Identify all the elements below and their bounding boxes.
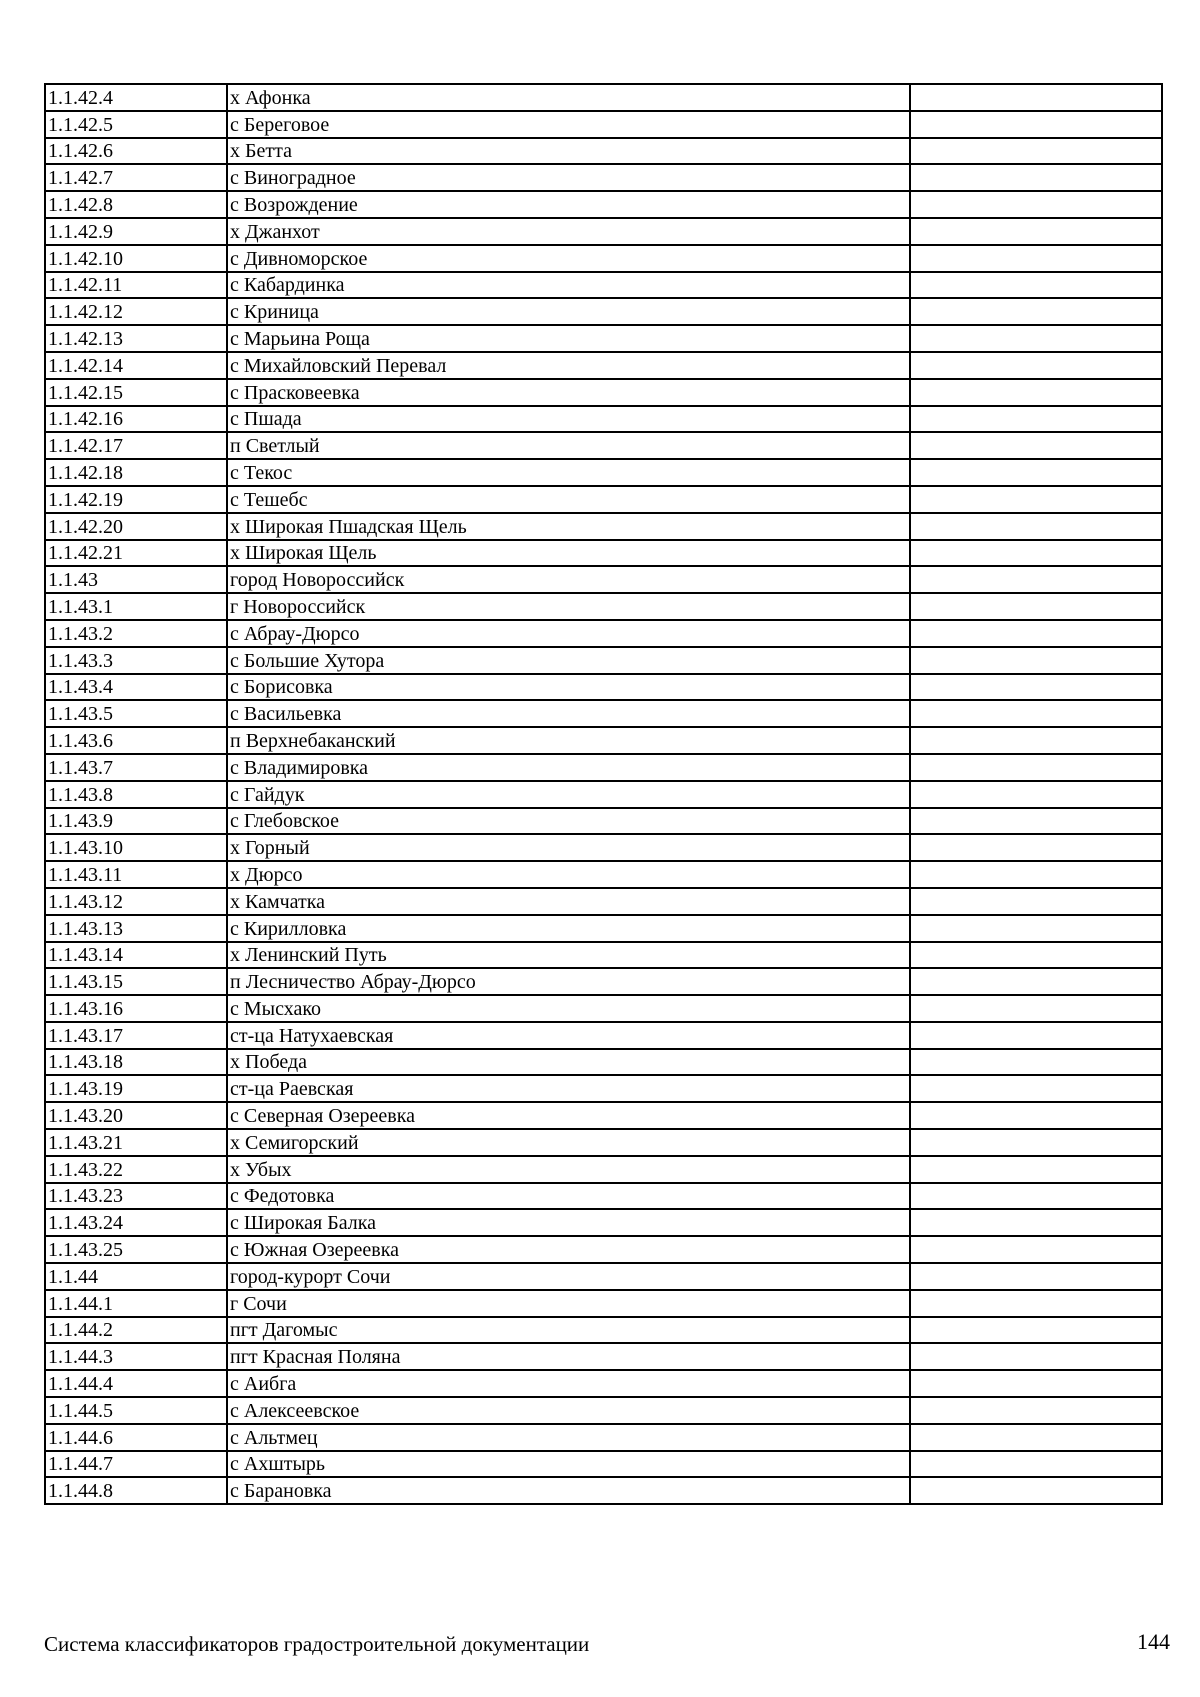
extra-cell bbox=[910, 1290, 1162, 1317]
code-cell: 1.1.43.4 bbox=[45, 674, 227, 701]
code-cell: 1.1.43.12 bbox=[45, 888, 227, 915]
page-number: 144 bbox=[1137, 1629, 1170, 1654]
code-cell: 1.1.43.19 bbox=[45, 1075, 227, 1102]
table-row bbox=[45, 861, 1162, 888]
extra-cell bbox=[910, 138, 1162, 165]
name-cell: город Новороссийск bbox=[227, 566, 910, 593]
extra-cell bbox=[910, 1343, 1162, 1370]
code-cell: 1.1.42.13 bbox=[45, 325, 227, 352]
name-cell: с Виноградное bbox=[227, 164, 910, 191]
table-row bbox=[45, 459, 1162, 486]
extra-cell bbox=[910, 1451, 1162, 1478]
code-cell: 1.1.43.3 bbox=[45, 647, 227, 674]
extra-cell bbox=[910, 995, 1162, 1022]
name-cell: с Глебовское bbox=[227, 808, 910, 835]
table-row bbox=[45, 1424, 1162, 1451]
table-row bbox=[45, 727, 1162, 754]
extra-cell bbox=[910, 1075, 1162, 1102]
name-cell: с Дивноморское bbox=[227, 245, 910, 272]
extra-cell bbox=[910, 674, 1162, 701]
name-cell: х Ленинский Путь bbox=[227, 942, 910, 969]
code-cell: 1.1.43.5 bbox=[45, 700, 227, 727]
name-cell: с Гайдук bbox=[227, 781, 910, 808]
name-cell: с Кабардинка bbox=[227, 272, 910, 299]
code-cell: 1.1.42.21 bbox=[45, 540, 227, 567]
name-cell: с Мысхако bbox=[227, 995, 910, 1022]
table-row bbox=[45, 513, 1162, 540]
code-cell: 1.1.42.9 bbox=[45, 218, 227, 245]
code-cell: 1.1.44.6 bbox=[45, 1424, 227, 1451]
code-cell: 1.1.44.5 bbox=[45, 1397, 227, 1424]
name-cell: с Широкая Балка bbox=[227, 1209, 910, 1236]
name-cell: г Сочи bbox=[227, 1290, 910, 1317]
code-cell: 1.1.42.6 bbox=[45, 138, 227, 165]
code-cell: 1.1.43.21 bbox=[45, 1129, 227, 1156]
table-row bbox=[45, 164, 1162, 191]
name-cell: х Широкая Пшадская Щель bbox=[227, 513, 910, 540]
code-cell: 1.1.43.10 bbox=[45, 834, 227, 861]
table-row bbox=[45, 566, 1162, 593]
code-cell: 1.1.44.2 bbox=[45, 1317, 227, 1344]
name-cell: ст-ца Раевская bbox=[227, 1075, 910, 1102]
code-cell: 1.1.42.17 bbox=[45, 432, 227, 459]
name-cell: с Абрау-Дюрсо bbox=[227, 620, 910, 647]
extra-cell bbox=[910, 1397, 1162, 1424]
table-row bbox=[45, 325, 1162, 352]
extra-cell bbox=[910, 432, 1162, 459]
code-cell: 1.1.43.6 bbox=[45, 727, 227, 754]
name-cell: с Северная Озереевка bbox=[227, 1102, 910, 1129]
name-cell: с Большие Хутора bbox=[227, 647, 910, 674]
extra-cell bbox=[910, 888, 1162, 915]
name-cell: с Марьина Роща bbox=[227, 325, 910, 352]
extra-cell bbox=[910, 84, 1162, 111]
code-cell: 1.1.42.20 bbox=[45, 513, 227, 540]
name-cell: пгт Дагомыс bbox=[227, 1317, 910, 1344]
extra-cell bbox=[910, 1477, 1162, 1504]
extra-cell bbox=[910, 111, 1162, 138]
table-row bbox=[45, 620, 1162, 647]
table-row bbox=[45, 406, 1162, 433]
code-cell: 1.1.43.11 bbox=[45, 861, 227, 888]
name-cell: х Джанхот bbox=[227, 218, 910, 245]
table-row bbox=[45, 1129, 1162, 1156]
extra-cell bbox=[910, 593, 1162, 620]
extra-cell bbox=[910, 781, 1162, 808]
table-row bbox=[45, 245, 1162, 272]
code-cell: 1.1.44.7 bbox=[45, 1451, 227, 1478]
table-row bbox=[45, 647, 1162, 674]
extra-cell bbox=[910, 566, 1162, 593]
table-row bbox=[45, 1075, 1162, 1102]
code-cell: 1.1.43.25 bbox=[45, 1236, 227, 1263]
name-cell: х Афонка bbox=[227, 84, 910, 111]
extra-cell bbox=[910, 1209, 1162, 1236]
name-cell: с Тешебс bbox=[227, 486, 910, 513]
name-cell: с Михайловский Перевал bbox=[227, 352, 910, 379]
table-row bbox=[45, 888, 1162, 915]
extra-cell bbox=[910, 1424, 1162, 1451]
code-cell: 1.1.42.11 bbox=[45, 272, 227, 299]
code-cell: 1.1.43.7 bbox=[45, 754, 227, 781]
table-row bbox=[45, 138, 1162, 165]
table-row bbox=[45, 1290, 1162, 1317]
name-cell: п Светлый bbox=[227, 432, 910, 459]
table-row bbox=[45, 272, 1162, 299]
table-row bbox=[45, 191, 1162, 218]
name-cell: с Аибга bbox=[227, 1370, 910, 1397]
extra-cell bbox=[910, 1049, 1162, 1076]
table-row bbox=[45, 808, 1162, 835]
footer-document-title: Система классификаторов градостроительной документации bbox=[44, 1632, 590, 1656]
name-cell: х Горный bbox=[227, 834, 910, 861]
table-row bbox=[45, 968, 1162, 995]
extra-cell bbox=[910, 834, 1162, 861]
code-cell: 1.1.43.1 bbox=[45, 593, 227, 620]
name-cell: х Семигорский bbox=[227, 1129, 910, 1156]
code-cell: 1.1.43.15 bbox=[45, 968, 227, 995]
name-cell: с Ахштырь bbox=[227, 1451, 910, 1478]
name-cell: х Широкая Щель bbox=[227, 540, 910, 567]
extra-cell bbox=[910, 861, 1162, 888]
code-cell: 1.1.43.20 bbox=[45, 1102, 227, 1129]
name-cell: с Васильевка bbox=[227, 700, 910, 727]
extra-cell bbox=[910, 272, 1162, 299]
table-row bbox=[45, 1397, 1162, 1424]
extra-cell bbox=[910, 325, 1162, 352]
table-row bbox=[45, 674, 1162, 701]
extra-cell bbox=[910, 1236, 1162, 1263]
name-cell: с Прасковеевка bbox=[227, 379, 910, 406]
name-cell: с Альтмец bbox=[227, 1424, 910, 1451]
name-cell: п Верхнебаканский bbox=[227, 727, 910, 754]
code-cell: 1.1.44 bbox=[45, 1263, 227, 1290]
code-cell: 1.1.42.18 bbox=[45, 459, 227, 486]
name-cell: х Дюрсо bbox=[227, 861, 910, 888]
code-cell: 1.1.42.12 bbox=[45, 298, 227, 325]
table-row bbox=[45, 1343, 1162, 1370]
extra-cell bbox=[910, 379, 1162, 406]
name-cell: с Борисовка bbox=[227, 674, 910, 701]
code-cell: 1.1.43.9 bbox=[45, 808, 227, 835]
name-cell: с Барановка bbox=[227, 1477, 910, 1504]
extra-cell bbox=[910, 1183, 1162, 1210]
table-row bbox=[45, 700, 1162, 727]
name-cell: п Лесничество Абрау-Дюрсо bbox=[227, 968, 910, 995]
extra-cell bbox=[910, 915, 1162, 942]
extra-cell bbox=[910, 540, 1162, 567]
table-row bbox=[45, 486, 1162, 513]
code-cell: 1.1.42.5 bbox=[45, 111, 227, 138]
table-row bbox=[45, 540, 1162, 567]
extra-cell bbox=[910, 1317, 1162, 1344]
extra-cell bbox=[910, 1263, 1162, 1290]
code-cell: 1.1.44.8 bbox=[45, 1477, 227, 1504]
extra-cell bbox=[910, 1129, 1162, 1156]
extra-cell bbox=[910, 727, 1162, 754]
extra-cell bbox=[910, 808, 1162, 835]
code-cell: 1.1.42.15 bbox=[45, 379, 227, 406]
table-row bbox=[45, 1049, 1162, 1076]
code-cell: 1.1.42.7 bbox=[45, 164, 227, 191]
extra-cell bbox=[910, 1370, 1162, 1397]
extra-cell bbox=[910, 1156, 1162, 1183]
table-row bbox=[45, 834, 1162, 861]
table-row bbox=[45, 754, 1162, 781]
name-cell: с Пшада bbox=[227, 406, 910, 433]
table-row bbox=[45, 1236, 1162, 1263]
code-cell: 1.1.42.4 bbox=[45, 84, 227, 111]
name-cell: с Владимировка bbox=[227, 754, 910, 781]
table-row bbox=[45, 1451, 1162, 1478]
table-row bbox=[45, 915, 1162, 942]
classifier-table-body bbox=[45, 84, 1162, 1504]
code-cell: 1.1.42.16 bbox=[45, 406, 227, 433]
table-row bbox=[45, 1102, 1162, 1129]
name-cell: х Камчатка bbox=[227, 888, 910, 915]
code-cell: 1.1.42.19 bbox=[45, 486, 227, 513]
table-row bbox=[45, 1209, 1162, 1236]
code-cell: 1.1.43.18 bbox=[45, 1049, 227, 1076]
extra-cell bbox=[910, 968, 1162, 995]
table-row bbox=[45, 942, 1162, 969]
code-cell: 1.1.43.16 bbox=[45, 995, 227, 1022]
name-cell: с Береговое bbox=[227, 111, 910, 138]
code-cell: 1.1.43.14 bbox=[45, 942, 227, 969]
name-cell: с Кирилловка bbox=[227, 915, 910, 942]
table-row bbox=[45, 995, 1162, 1022]
code-cell: 1.1.42.8 bbox=[45, 191, 227, 218]
name-cell: г Новороссийск bbox=[227, 593, 910, 620]
code-cell: 1.1.43.8 bbox=[45, 781, 227, 808]
extra-cell bbox=[910, 352, 1162, 379]
table-row bbox=[45, 352, 1162, 379]
table-row bbox=[45, 218, 1162, 245]
table-row bbox=[45, 1370, 1162, 1397]
name-cell: с Возрождение bbox=[227, 191, 910, 218]
extra-cell bbox=[910, 1102, 1162, 1129]
table-row bbox=[45, 111, 1162, 138]
extra-cell bbox=[910, 298, 1162, 325]
name-cell: пгт Красная Поляна bbox=[227, 1343, 910, 1370]
table-row bbox=[45, 1183, 1162, 1210]
code-cell: 1.1.44.1 bbox=[45, 1290, 227, 1317]
table-row bbox=[45, 593, 1162, 620]
code-cell: 1.1.42.10 bbox=[45, 245, 227, 272]
extra-cell bbox=[910, 647, 1162, 674]
extra-cell bbox=[910, 754, 1162, 781]
name-cell: город-курорт Сочи bbox=[227, 1263, 910, 1290]
table-row bbox=[45, 1317, 1162, 1344]
table-row bbox=[45, 1477, 1162, 1504]
table-row bbox=[45, 379, 1162, 406]
code-cell: 1.1.43.13 bbox=[45, 915, 227, 942]
table-row bbox=[45, 1263, 1162, 1290]
code-cell: 1.1.43 bbox=[45, 566, 227, 593]
code-cell: 1.1.44.3 bbox=[45, 1343, 227, 1370]
extra-cell bbox=[910, 191, 1162, 218]
code-cell: 1.1.43.17 bbox=[45, 1022, 227, 1049]
code-cell: 1.1.43.23 bbox=[45, 1183, 227, 1210]
extra-cell bbox=[910, 620, 1162, 647]
table-row bbox=[45, 298, 1162, 325]
extra-cell bbox=[910, 459, 1162, 486]
name-cell: с Южная Озереевка bbox=[227, 1236, 910, 1263]
extra-cell bbox=[910, 218, 1162, 245]
extra-cell bbox=[910, 513, 1162, 540]
name-cell: с Федотовка bbox=[227, 1183, 910, 1210]
name-cell: ст-ца Натухаевская bbox=[227, 1022, 910, 1049]
code-cell: 1.1.42.14 bbox=[45, 352, 227, 379]
table-row bbox=[45, 1022, 1162, 1049]
name-cell: с Текос bbox=[227, 459, 910, 486]
table-row bbox=[45, 432, 1162, 459]
code-cell: 1.1.43.22 bbox=[45, 1156, 227, 1183]
code-cell: 1.1.43.2 bbox=[45, 620, 227, 647]
extra-cell bbox=[910, 700, 1162, 727]
extra-cell bbox=[910, 1022, 1162, 1049]
name-cell: х Убых bbox=[227, 1156, 910, 1183]
extra-cell bbox=[910, 245, 1162, 272]
extra-cell bbox=[910, 942, 1162, 969]
name-cell: х Бетта bbox=[227, 138, 910, 165]
extra-cell bbox=[910, 164, 1162, 191]
table-row bbox=[45, 781, 1162, 808]
classifier-table bbox=[44, 83, 1163, 1505]
code-cell: 1.1.43.24 bbox=[45, 1209, 227, 1236]
table-row bbox=[45, 1156, 1162, 1183]
table-row bbox=[45, 84, 1162, 111]
extra-cell bbox=[910, 406, 1162, 433]
code-cell: 1.1.44.4 bbox=[45, 1370, 227, 1397]
extra-cell bbox=[910, 486, 1162, 513]
name-cell: х Победа bbox=[227, 1049, 910, 1076]
name-cell: с Алексеевское bbox=[227, 1397, 910, 1424]
name-cell: с Криница bbox=[227, 298, 910, 325]
